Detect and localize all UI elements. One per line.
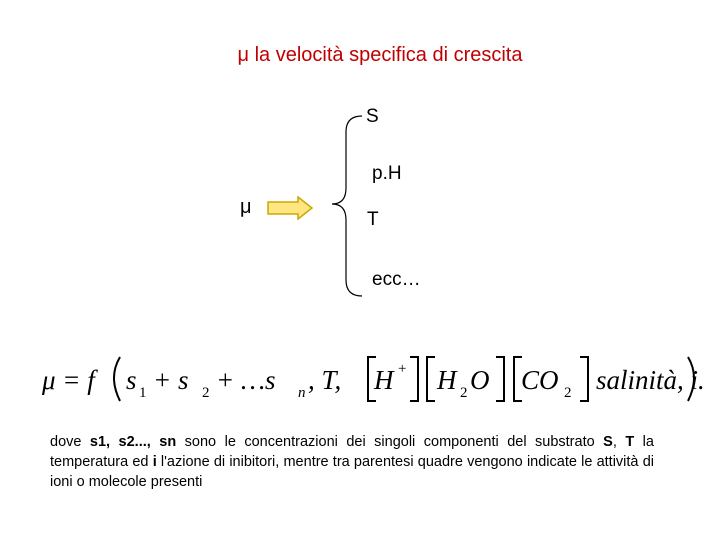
formula-sub: 2 xyxy=(564,385,572,401)
formula-term: CO xyxy=(521,365,559,395)
mu-symbol: μ xyxy=(240,196,252,218)
formula-term: , T, xyxy=(308,365,342,395)
formula-term: s xyxy=(126,365,137,395)
formula-sup: + xyxy=(398,361,407,377)
formula-description: dove s1, s2..., sn sono le concentrazioni dei singoli componenti del substrato S, T la temperatura ed i l'azione di inibitori, mentre tra parentesi quadre vengono indicate le attività di ioni o molecole presenti xyxy=(50,434,654,490)
formula-sub: 2 xyxy=(460,385,468,401)
curly-brace xyxy=(300,108,370,308)
page-title: μ la velocità specifica di crescita xyxy=(237,44,523,66)
formula-term: salinità, i. xyxy=(596,365,705,395)
factor-etc: ecc… xyxy=(372,269,421,290)
growth-rate-formula xyxy=(36,345,706,415)
formula-term: H xyxy=(374,365,394,395)
factor-temperature: T xyxy=(367,209,379,230)
factor-ph: p.H xyxy=(372,163,402,184)
formula-term: + s xyxy=(153,365,189,395)
formula-lhs: μ = f xyxy=(42,365,95,395)
formula-sub: 1 xyxy=(139,385,147,401)
formula-term: H xyxy=(437,365,457,395)
formula-sub: n xyxy=(298,385,306,401)
formula-term: O xyxy=(470,365,490,395)
formula-term: + …s xyxy=(216,365,276,395)
formula-sub: 2 xyxy=(202,385,210,401)
factor-substrate: S xyxy=(366,106,379,127)
